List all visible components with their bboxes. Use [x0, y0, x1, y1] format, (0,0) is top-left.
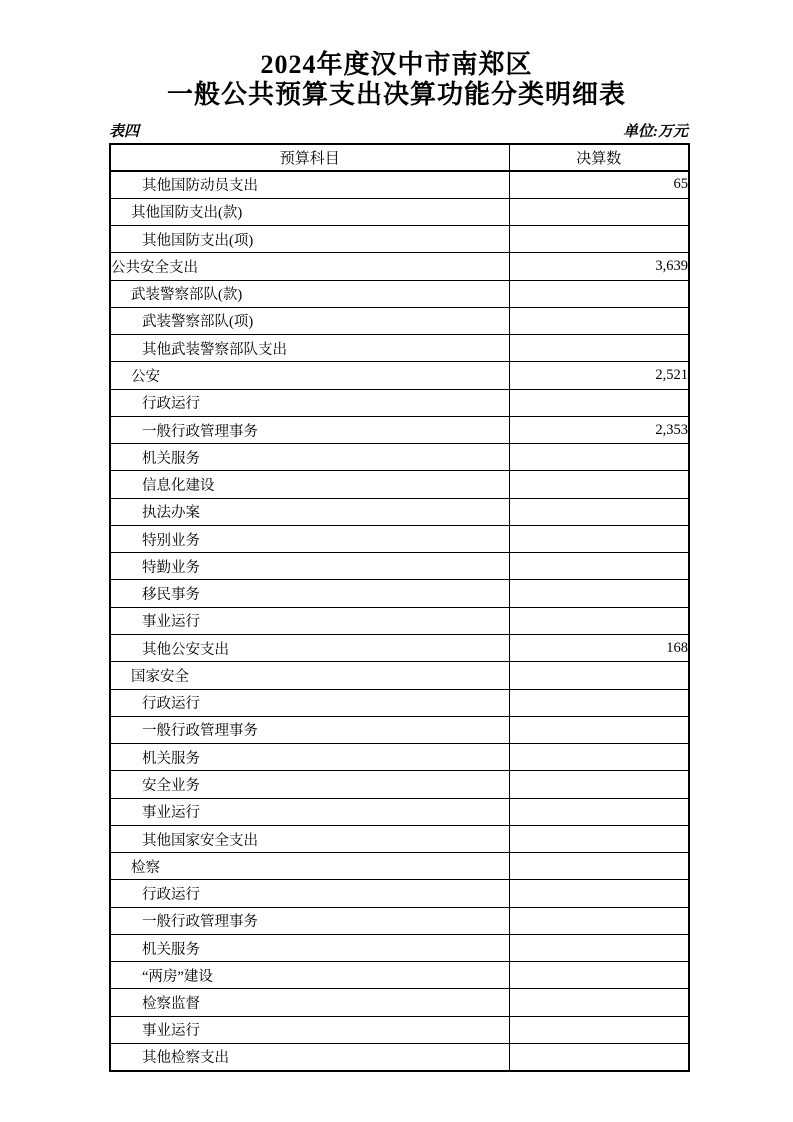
unit-label: 单位:万元 [623, 124, 688, 140]
table-row [110, 716, 689, 743]
column-header-amount: 决算数 [509, 144, 689, 171]
table-meta-row [109, 122, 688, 142]
table-row [110, 171, 689, 198]
budget-subject-cell: 事业运行 [110, 607, 509, 634]
table-row [110, 580, 689, 607]
table-row [110, 989, 689, 1016]
final-amount-cell [509, 580, 689, 607]
table-body [110, 171, 689, 1071]
table-row [110, 825, 689, 852]
table-row [110, 907, 689, 934]
budget-subject-cell: 其他公安支出 [110, 635, 509, 662]
budget-subject-cell: 机关服务 [110, 744, 509, 771]
budget-subject-cell: 执法办案 [110, 498, 509, 525]
final-amount-cell [509, 662, 689, 689]
table-row [110, 880, 689, 907]
budget-subject-cell: 国家安全 [110, 662, 509, 689]
table-row [110, 662, 689, 689]
final-amount-cell [509, 471, 689, 498]
table-row [110, 444, 689, 471]
budget-subject-cell: 事业运行 [110, 1016, 509, 1043]
budget-subject-cell: 公安 [110, 362, 509, 389]
table-row [110, 471, 689, 498]
budget-subject-cell: 其他国防动员支出 [110, 171, 509, 198]
final-amount-cell [509, 1016, 689, 1043]
final-amount-cell [509, 498, 689, 525]
budget-subject-cell: 移民事务 [110, 580, 509, 607]
table-row [110, 416, 689, 443]
final-amount-cell: 2,521 [509, 362, 689, 389]
table-number-label: 表四 [109, 124, 140, 140]
budget-subject-cell: 检察监督 [110, 989, 509, 1016]
budget-subject-cell: 一般行政管理事务 [110, 716, 509, 743]
final-amount-cell: 2,353 [509, 416, 689, 443]
budget-subject-cell: 其他国防支出(款) [110, 198, 509, 225]
budget-subject-cell: 特勤业务 [110, 553, 509, 580]
budget-subject-cell: 武装警察部队(项) [110, 307, 509, 334]
final-amount-cell [509, 880, 689, 907]
table-row [110, 362, 689, 389]
table-row [110, 635, 689, 662]
budget-subject-cell: 其他国家安全支出 [110, 825, 509, 852]
final-amount-cell [509, 198, 689, 225]
page-title [0, 50, 793, 110]
final-amount-cell [509, 307, 689, 334]
budget-subject-cell: 机关服务 [110, 934, 509, 961]
final-amount-cell [509, 771, 689, 798]
budget-subject-cell: 一般行政管理事务 [110, 907, 509, 934]
page-title-line2: 一般公共预算支出决算功能分类明细表 [166, 80, 626, 109]
budget-subject-cell: 安全业务 [110, 771, 509, 798]
table-row [110, 962, 689, 989]
budget-subject-cell: 一般行政管理事务 [110, 416, 509, 443]
budget-table [109, 143, 690, 1072]
column-header-subject: 预算科目 [110, 144, 509, 171]
budget-subject-cell: 机关服务 [110, 444, 509, 471]
table-row [110, 498, 689, 525]
table-row [110, 335, 689, 362]
budget-subject-cell: 其他检察支出 [110, 1044, 509, 1071]
table-row [110, 1016, 689, 1043]
final-amount-cell [509, 525, 689, 552]
final-amount-cell [509, 716, 689, 743]
final-amount-cell [509, 607, 689, 634]
table-row [110, 744, 689, 771]
table-row [110, 226, 689, 253]
page-title-line1: 2024年度汉中市南郑区 [260, 50, 533, 79]
final-amount-cell [509, 962, 689, 989]
table-row [110, 1044, 689, 1071]
table-row [110, 253, 689, 280]
final-amount-cell [509, 744, 689, 771]
table-row [110, 553, 689, 580]
budget-subject-cell: 行政运行 [110, 880, 509, 907]
final-amount-cell [509, 1044, 689, 1071]
table-row [110, 771, 689, 798]
table-row [110, 198, 689, 225]
budget-subject-cell: 特别业务 [110, 525, 509, 552]
table-row [110, 853, 689, 880]
final-amount-cell [509, 853, 689, 880]
budget-subject-cell: 事业运行 [110, 798, 509, 825]
table-row [110, 307, 689, 334]
final-amount-cell [509, 907, 689, 934]
budget-subject-cell: 其他国防支出(项) [110, 226, 509, 253]
final-amount-cell [509, 389, 689, 416]
final-amount-cell [509, 553, 689, 580]
table-row [110, 798, 689, 825]
budget-subject-cell: 行政运行 [110, 389, 509, 416]
final-amount-cell [509, 280, 689, 307]
final-amount-cell: 65 [509, 171, 689, 198]
final-amount-cell [509, 825, 689, 852]
final-amount-cell: 3,639 [509, 253, 689, 280]
table-row [110, 525, 689, 552]
budget-subject-cell: 信息化建设 [110, 471, 509, 498]
budget-subject-cell: “两房”建设 [110, 962, 509, 989]
table-row [110, 607, 689, 634]
final-amount-cell [509, 989, 689, 1016]
table-row [110, 389, 689, 416]
budget-subject-cell: 检察 [110, 853, 509, 880]
final-amount-cell: 168 [509, 635, 689, 662]
table-row [110, 280, 689, 307]
final-amount-cell [509, 226, 689, 253]
final-amount-cell [509, 444, 689, 471]
budget-subject-cell: 其他武装警察部队支出 [110, 335, 509, 362]
budget-subject-cell: 武装警察部队(款) [110, 280, 509, 307]
budget-subject-cell: 公共安全支出 [110, 253, 509, 280]
table-row [110, 934, 689, 961]
table-header-row [110, 144, 689, 171]
budget-subject-cell: 行政运行 [110, 689, 509, 716]
final-amount-cell [509, 335, 689, 362]
table-row [110, 689, 689, 716]
final-amount-cell [509, 798, 689, 825]
final-amount-cell [509, 934, 689, 961]
final-amount-cell [509, 689, 689, 716]
